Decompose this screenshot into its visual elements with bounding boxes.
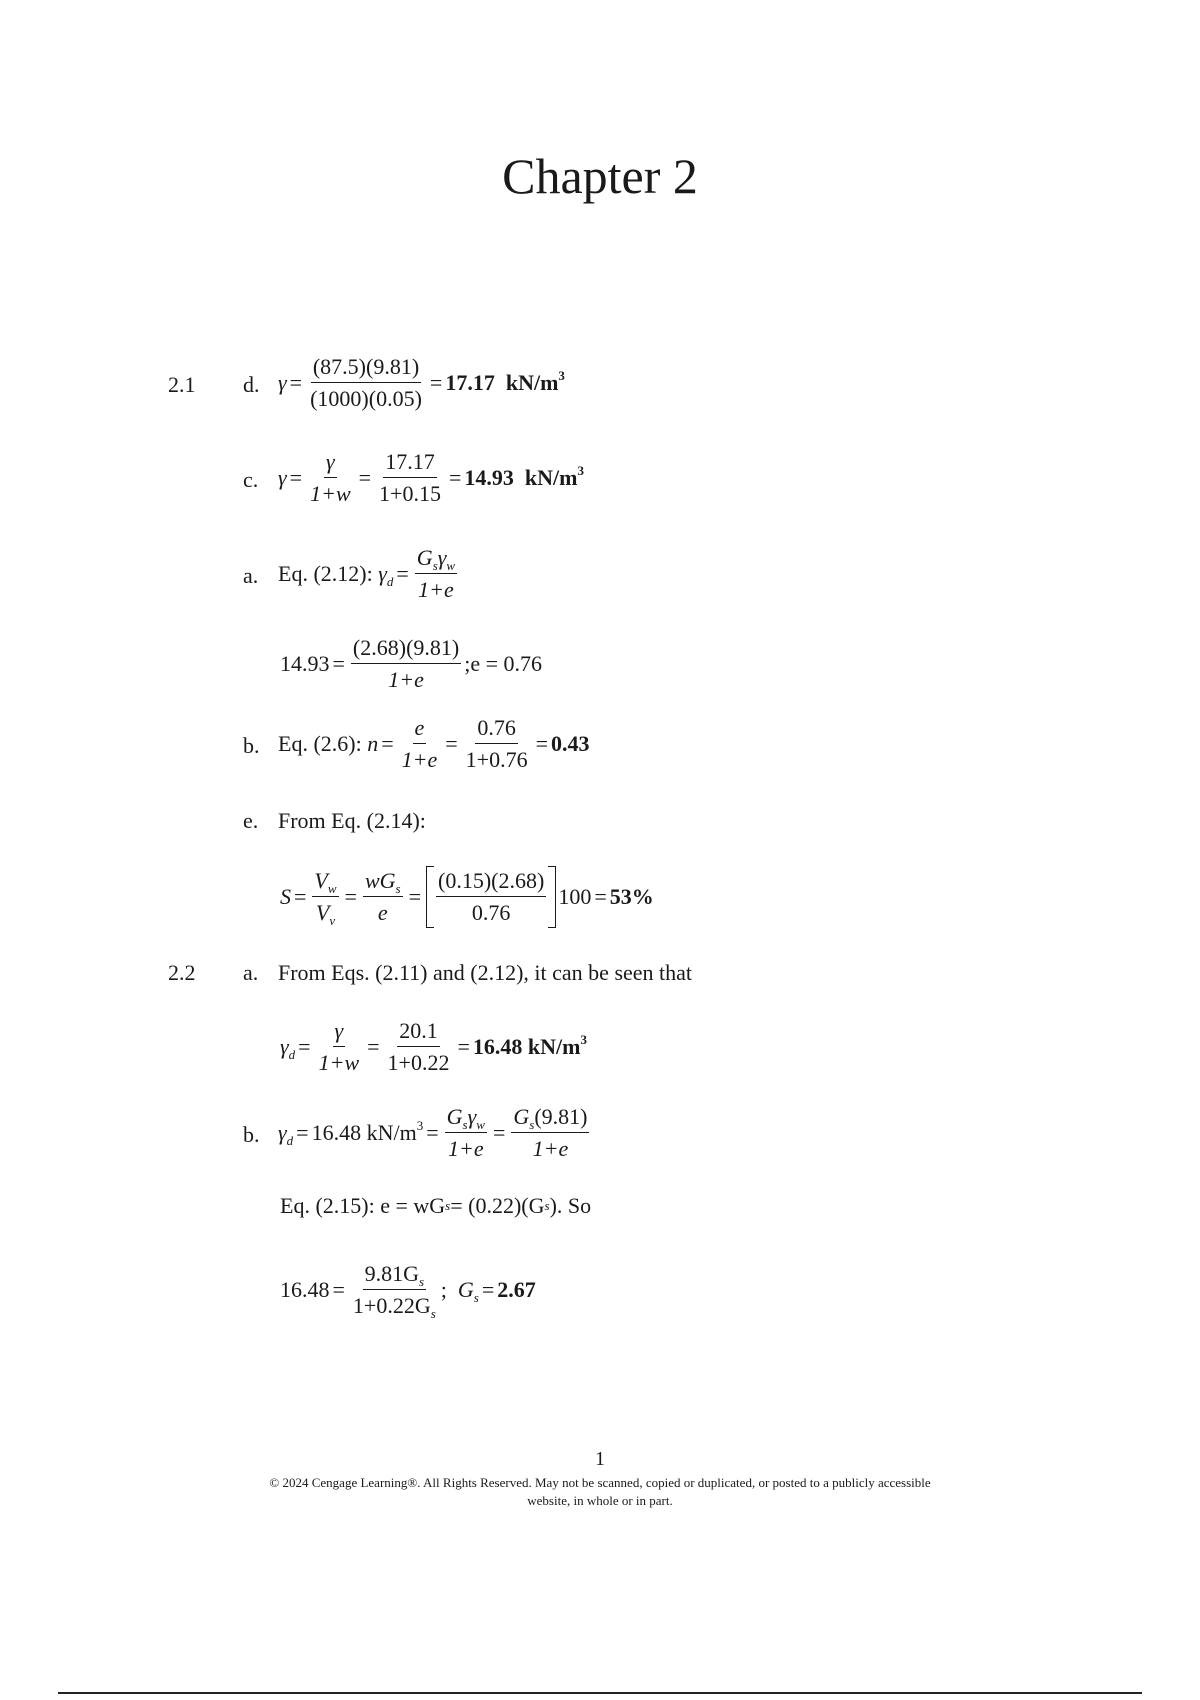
result-value: 16.48 $kN/m^3$ xyxy=(472,1032,587,1059)
part-label: c. xyxy=(243,467,259,492)
fraction: $\frac{(2.68)(9.81)}{1+e}$ xyxy=(352,635,460,692)
part-label: d. xyxy=(243,372,260,397)
fraction: $\frac{G_s\gamma_w}{1+e}$ xyxy=(446,1104,485,1161)
equation-2-2-b-solve: 16.48 = $\frac{9.81G_s}{1+0.22G_s}$ ; $G_s$ = 2.67 xyxy=(280,1261,536,1321)
equation-2-1-e: S = $\frac{V_w}{V_v}$ = $\frac{wG_s}{e}$ = $\frac{(0.15)(2.68)}{0.76}$ 100 = 53% xyxy=(280,868,654,928)
part-label: e. xyxy=(243,808,259,833)
equation-2-1-a-solve: 14.93 = $\frac{(2.68)(9.81)}{1+e}$ ;e = 0.76 xyxy=(280,635,543,692)
fraction: $\frac{G_s(9.81)}{1+e}$ xyxy=(513,1104,588,1161)
bottom-divider xyxy=(58,1692,1142,1694)
part-label: a. xyxy=(243,960,259,985)
step-text: From Eqs. (2.11) and (2.12), it can be seen that xyxy=(278,960,693,985)
fraction: $\frac{\gamma}{1+w}$ xyxy=(310,449,351,506)
result-value: 0.43 xyxy=(551,731,590,756)
part-label: a. xyxy=(243,563,259,588)
square-bracket xyxy=(426,866,556,928)
fraction: $\frac{wG_s}{e}$ xyxy=(364,868,401,925)
unit: $kN/m^3$ xyxy=(505,368,565,395)
equation-2-2-b-relation: Eq. (2.15): e = wG s = (0.22)(G s ). So xyxy=(280,1193,592,1218)
step-text: From Eq. (2.14): xyxy=(278,808,426,833)
problem-number-2-2: 2.2 xyxy=(168,960,196,985)
fraction: $\frac{V_w}{V_v}$ xyxy=(314,868,337,928)
equation-2-1-b: Eq. (2.6): n = $\frac{e}{1+e}$ = $\frac{0.76}{1+0.76}$ = 0.43 xyxy=(278,715,590,772)
fraction: $\frac{\gamma}{1+w}$ xyxy=(318,1018,360,1075)
result-value: 2.67 xyxy=(497,1277,536,1302)
equation-2-1-d: γ = $\frac{(87.5)(9.81)}{(1000)(0.05)}$ = 17.17 $kN/m^3$ xyxy=(278,354,565,411)
equation-2-1-c: γ = $\frac{\gamma}{1+w}$ = $\frac{17.17}{1+0.15}$ = 14.93 $kN/m^3$ xyxy=(278,449,584,506)
part-label: b. xyxy=(243,733,260,758)
fraction: $\frac{(0.15)(2.68)}{0.76}$ xyxy=(438,868,545,925)
fraction: $\frac{9.81G_s}{1+0.22G_s}$ xyxy=(352,1261,436,1321)
fraction: $\frac{17.17}{1+0.15}$ xyxy=(379,449,441,506)
equation-2-2-b: $\gamma_d$ = 16.48 $kN/m^3$ = $\frac{G_s\gamma_w}{1+e}$ = $\frac{G_s(9.81)}{1+e}$ xyxy=(278,1104,588,1161)
fraction: $\frac{20.1}{1+0.22}$ xyxy=(387,1018,450,1075)
equation-2-1-a: Eq. (2.12): $\gamma_d$ = $\frac{G_s\gamma_w}{1+e}$ xyxy=(278,545,456,602)
fraction: $\frac{(87.5)(9.81)}{(1000)(0.05)}$ xyxy=(310,354,422,411)
unit: $kN/m^3$ xyxy=(524,463,584,490)
chapter-title: Chapter 2 xyxy=(502,148,698,204)
result-value: 53% xyxy=(609,884,654,909)
fraction: $\frac{G_s\gamma_w}{1+e}$ xyxy=(416,545,456,602)
problem-number-2-1: 2.1 xyxy=(168,372,196,397)
fraction: $\frac{0.76}{1+0.76}$ xyxy=(465,715,528,772)
equation-2-2-a: $\gamma_d$ = $\frac{\gamma}{1+w}$ = $\frac{20.1}{1+0.22}$ = 16.48 $kN/m^3$ xyxy=(280,1018,587,1075)
copyright-notice: © 2024 Cengage Learning®. All Rights Reserved. May not be scanned, copied or duplicated, or posted to a publicly accessible website, in whole or in part. xyxy=(269,1475,931,1508)
part-label: b. xyxy=(243,1122,260,1147)
result-value: 17.17 xyxy=(445,370,495,395)
page-number: 1 xyxy=(595,1448,605,1470)
fraction: $\frac{e}{1+e}$ xyxy=(401,715,438,772)
result-value: 14.93 xyxy=(464,465,514,490)
